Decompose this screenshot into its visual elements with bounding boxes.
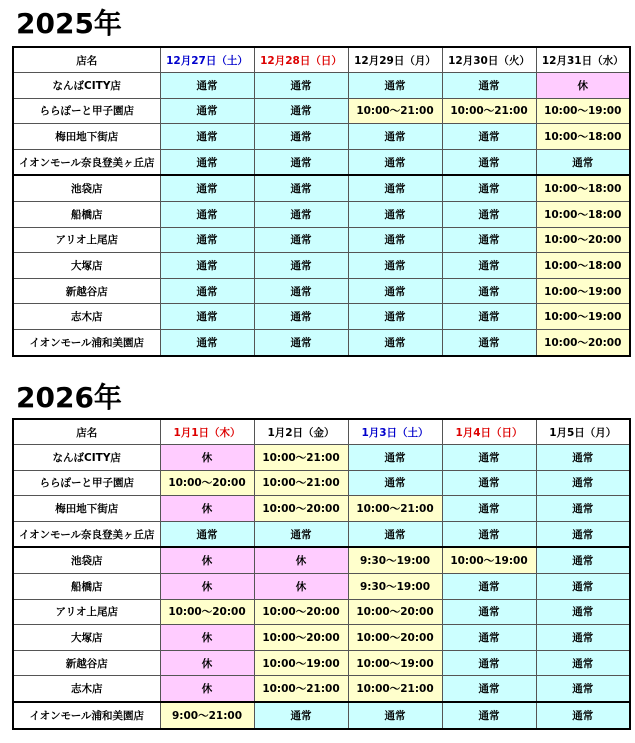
hours-cell: 10:00～20:00 [254,599,348,625]
hours-cell: 通常 [160,253,254,279]
date-header: 1月3日（土） [348,419,442,445]
hours-cell: 休 [254,547,348,573]
store-row [13,470,630,496]
hours-cell: 通常 [254,98,348,124]
hours-cell: 9:00～21:00 [160,702,254,729]
hours-cell: 通常 [442,201,536,227]
date-header: 1月4日（日） [442,419,536,445]
store-name: アリオ上尾店 [13,227,160,253]
store-name: なんばCITY店 [13,73,160,99]
hours-cell: 通常 [348,470,442,496]
hours-cell: 10:00～19:00 [536,304,630,330]
store-name: ららぽーと甲子園店 [13,98,160,124]
hours-cell: 通常 [348,253,442,279]
store-row [13,253,630,279]
hours-cell: 通常 [160,227,254,253]
date-header: 12月30日（火） [442,47,536,73]
hours-cell: 通常 [536,650,630,676]
hours-cell: 10:00～20:00 [160,470,254,496]
hours-cell: 通常 [442,149,536,175]
hours-cell: 通常 [536,445,630,471]
hours-cell: 通常 [442,573,536,599]
hours-cell: 通常 [254,278,348,304]
hours-cell: 通常 [536,521,630,547]
hours-cell: 通常 [442,445,536,471]
hours-cell: 通常 [348,201,442,227]
store-row [13,278,630,304]
hours-cell: 10:00～19:00 [348,650,442,676]
store-name: 大塚店 [13,625,160,651]
hours-cell: 10:00～18:00 [536,175,630,201]
hours-cell: 通常 [348,521,442,547]
hours-cell: 休 [160,496,254,522]
hours-cell: 通常 [348,329,442,355]
store-row [13,329,630,355]
header-row [13,47,630,73]
hours-cell: 10:00～19:00 [536,98,630,124]
hours-cell: 休 [160,650,254,676]
hours-cell: 通常 [442,496,536,522]
store-name: 梅田地下街店 [13,496,160,522]
hours-cell: 10:00～21:00 [254,470,348,496]
store-row [13,625,630,651]
hours-cell: 10:00～18:00 [536,124,630,150]
hours-cell: 通常 [348,149,442,175]
store-name: 船橋店 [13,573,160,599]
store-row [13,175,630,201]
store-row [13,702,630,729]
hours-cell: 通常 [160,149,254,175]
hours-cell: 10:00～20:00 [536,227,630,253]
hours-cell: 通常 [536,496,630,522]
hours-cell: 通常 [442,278,536,304]
hours-cell: 通常 [160,124,254,150]
hours-cell: 通常 [536,599,630,625]
date-header: 12月28日（日） [254,47,348,73]
hours-cell: 10:00～20:00 [536,329,630,355]
hours-cell: 通常 [160,175,254,201]
hours-cell: 休 [160,445,254,471]
hours-cell: 通常 [254,149,348,175]
store-header: 店名 [13,47,160,73]
store-name: 志木店 [13,676,160,702]
date-header: 1月1日（木） [160,419,254,445]
hours-cell: 通常 [536,149,630,175]
hours-cell: 通常 [254,304,348,330]
date-header: 12月27日（土） [160,47,254,73]
store-row [13,496,630,522]
store-name: 志木店 [13,304,160,330]
store-row [13,445,630,471]
store-row [13,573,630,599]
store-row [13,201,630,227]
hours-cell: 通常 [536,573,630,599]
hours-cell: 通常 [442,227,536,253]
hours-cell: 10:00～21:00 [348,98,442,124]
store-name: イオンモール奈良登美ヶ丘店 [13,149,160,175]
store-row [13,124,630,150]
hours-cell: 通常 [536,470,630,496]
hours-cell: 休 [536,73,630,99]
hours-cell: 休 [254,573,348,599]
hours-cell: 通常 [254,73,348,99]
store-name: 池袋店 [13,175,160,201]
hours-cell: 10:00～21:00 [254,445,348,471]
hours-cell: 通常 [254,702,348,729]
store-row [13,73,630,99]
hours-cell: 10:00～21:00 [348,496,442,522]
hours-cell: 10:00～19:00 [254,650,348,676]
store-name: ららぽーと甲子園店 [13,470,160,496]
hours-cell: 通常 [348,278,442,304]
hours-cell: 通常 [348,73,442,99]
date-header: 1月5日（月） [536,419,630,445]
store-name: イオンモール浦和美園店 [13,329,160,355]
hours-cell: 通常 [442,625,536,651]
hours-cell: 9:30～19:00 [348,547,442,573]
hours-cell: 通常 [536,676,630,702]
hours-cell: 9:30～19:00 [348,573,442,599]
hours-cell: 通常 [160,329,254,355]
hours-cell: 10:00～20:00 [254,625,348,651]
hours-cell: 10:00～20:00 [254,496,348,522]
year-heading-2025: 2025年 [16,7,122,40]
store-name: なんばCITY店 [13,445,160,471]
hours-cell: 通常 [442,676,536,702]
hours-cell: 10:00～18:00 [536,201,630,227]
store-header: 店名 [13,419,160,445]
hours-cell: 10:00～18:00 [536,253,630,279]
store-row [13,304,630,330]
hours-cell: 通常 [160,521,254,547]
hours-cell: 休 [160,573,254,599]
header-row [13,419,630,445]
store-name: 新越谷店 [13,650,160,676]
hours-cell: 通常 [254,227,348,253]
store-name: イオンモール奈良登美ヶ丘店 [13,521,160,547]
hours-cell: 10:00～19:00 [536,278,630,304]
hours-cell: 休 [160,676,254,702]
hours-cell: 通常 [348,445,442,471]
hours-cell: 通常 [442,470,536,496]
hours-cell: 通常 [442,650,536,676]
store-row [13,599,630,625]
hours-cell: 休 [160,625,254,651]
store-row [13,676,630,702]
hours-cell: 通常 [442,253,536,279]
store-row [13,547,630,573]
hours-cell: 通常 [160,201,254,227]
hours-cell: 通常 [348,702,442,729]
hours-cell: 通常 [160,304,254,330]
hours-cell: 通常 [254,201,348,227]
hours-cell: 通常 [160,278,254,304]
date-header: 12月31日（水） [536,47,630,73]
store-name: アリオ上尾店 [13,599,160,625]
hours-cell: 通常 [348,227,442,253]
hours-cell: 通常 [160,73,254,99]
store-row [13,227,630,253]
hours-cell: 通常 [348,124,442,150]
hours-cell: 通常 [442,521,536,547]
hours-cell: 通常 [254,521,348,547]
hours-cell: 通常 [442,175,536,201]
store-name: 船橋店 [13,201,160,227]
hours-cell: 通常 [254,253,348,279]
hours-cell: 通常 [442,329,536,355]
store-row [13,149,630,175]
store-name: イオンモール浦和美園店 [13,702,160,729]
hours-cell: 通常 [348,304,442,330]
hours-cell: 通常 [536,547,630,573]
hours-cell: 10:00～21:00 [442,98,536,124]
hours-cell: 通常 [348,175,442,201]
date-header: 1月2日（金） [254,419,348,445]
hours-cell: 10:00～21:00 [348,676,442,702]
hours-cell: 通常 [254,175,348,201]
hours-cell: 通常 [442,599,536,625]
store-name: 梅田地下街店 [13,124,160,150]
date-header: 12月29日（月） [348,47,442,73]
schedule-table-2026 [12,418,631,730]
store-row [13,98,630,124]
hours-cell: 通常 [254,329,348,355]
hours-cell: 10:00～21:00 [254,676,348,702]
schedule-table-2025 [12,46,631,357]
hours-cell: 10:00～20:00 [348,599,442,625]
year-heading-2026: 2026年 [16,381,122,414]
hours-cell: 通常 [536,702,630,729]
store-name: 新越谷店 [13,278,160,304]
hours-cell: 10:00～19:00 [442,547,536,573]
hours-cell: 通常 [442,124,536,150]
hours-cell: 通常 [160,98,254,124]
hours-cell: 10:00～20:00 [160,599,254,625]
hours-cell: 10:00～20:00 [348,625,442,651]
store-row [13,521,630,547]
hours-cell: 通常 [442,702,536,729]
hours-cell: 休 [160,547,254,573]
hours-cell: 通常 [536,625,630,651]
hours-cell: 通常 [442,73,536,99]
store-row [13,650,630,676]
store-name: 池袋店 [13,547,160,573]
hours-cell: 通常 [254,124,348,150]
store-name: 大塚店 [13,253,160,279]
hours-cell: 通常 [442,304,536,330]
